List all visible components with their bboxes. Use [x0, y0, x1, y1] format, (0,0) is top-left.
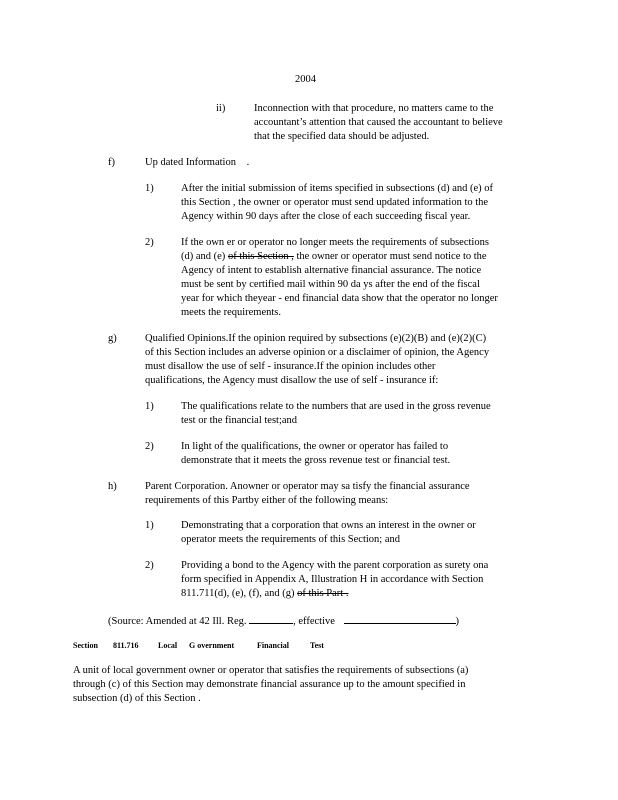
section-f-heading-text: Up dated Information: [145, 157, 236, 168]
h-2-line-2: form specified in Appendix A, Illustration H in accordance with Section: [181, 574, 484, 585]
body-line-2: through (c) of this Section may demonstrate financial assurance up to the amount specified in: [73, 679, 466, 690]
h-1-marker: 1): [145, 520, 154, 531]
f-2-line-2: [181, 250, 487, 264]
source-note-end: ): [455, 616, 460, 627]
section-title-word-4: Test: [310, 641, 324, 650]
item-ii-line-3: that the specified data should be adjusted.: [254, 131, 430, 142]
section-title-word-1: Local: [158, 641, 178, 650]
item-ii-line-2: accountant’s attention that caused the accountant to believe: [254, 117, 503, 128]
g-1-line-2: test or the financial test;and: [181, 415, 298, 426]
f-1-marker: 1): [145, 183, 154, 194]
g-2-line-1: In light of the qualifications, the owner or operator has failed to: [181, 441, 449, 452]
body-line-3: subsection (d) of this Section .: [73, 693, 201, 704]
section-h-marker: h): [108, 481, 117, 492]
h-line-1: Parent Corporation. Anowner or operator may sa tisfy the financial assurance: [145, 481, 470, 492]
section-title-word-2: G overnment: [189, 641, 235, 650]
item-ii-line-1: Inconnection with that procedure, no matters came to the: [254, 103, 494, 114]
f-2-struck-text: of this Section ,: [227, 251, 294, 262]
section-number: 811.716: [113, 641, 139, 650]
f-2-line-2-end: the owner or operator must send notice to the: [296, 251, 487, 262]
f-1-line-2: this Section , the owner or operator must send updated information to the: [181, 197, 489, 208]
section-f-marker: f): [108, 157, 115, 168]
page-year: 2004: [295, 74, 316, 85]
section-number-label: Section: [73, 641, 98, 650]
f-2-line-1: If the own er or operator no longer meets the requirements of subsections: [181, 237, 489, 248]
source-note-effective: , effective: [293, 616, 335, 627]
g-1-marker: 1): [145, 401, 154, 412]
item-ii-marker: ii): [216, 103, 226, 114]
source-note-start: (Source: Amended at 42 Ill. Reg.: [108, 616, 247, 627]
g-2-line-2: demonstrate that it meets the gross revenue test or financial test.: [181, 455, 451, 466]
h-1-line-2: operator meets the requirements of this Section; and: [181, 534, 400, 545]
h-2-marker: 2): [145, 560, 154, 571]
f-2-line-3: Agency of intent to establish alternative financial assurance. The notice: [181, 265, 482, 276]
g-2-marker: 2): [145, 441, 154, 452]
body-line-1: A unit of local government owner or operator that satisfies the requirements of subsections (a): [73, 665, 469, 676]
f-2-marker: 2): [145, 237, 154, 248]
h-2-struck-text: of this Part .: [297, 588, 349, 599]
g-line-4: qualifications, the Agency must disallow the use of self - insurance if:: [145, 375, 439, 386]
h-2-line-3: [181, 587, 348, 601]
h-line-2: requirements of this Partby either of the following means:: [145, 495, 389, 506]
section-g-marker: g): [108, 333, 117, 344]
f-1-line-1: After the initial submission of items specified in subsections (d) and (e) of: [181, 183, 494, 194]
g-1-line-1: The qualifications relate to the numbers that are used in the gross revenue: [181, 401, 491, 412]
effective-date-blank: [344, 613, 456, 624]
source-note: [108, 613, 459, 629]
h-2-line-3-start: 811.711(d), (e), (f), and (g): [181, 588, 295, 599]
f-2-line-4: must be sent by certified mail within 90 da ys after the end of the fiscal: [181, 279, 480, 290]
g-line-2: of this Section includes an adverse opinion or a disclaimer of opinion, the Agency: [145, 347, 490, 358]
h-2-line-1: Providing a bond to the Agency with the parent corporation as surety ona: [181, 560, 489, 571]
section-title-word-3: Financial: [257, 641, 290, 650]
register-volume-blank: [249, 613, 293, 624]
section-f-heading-tail: .: [246, 157, 250, 168]
g-line-3: must disallow the use of self - insurance.If the opinion includes other: [145, 361, 436, 372]
g-line-1: Qualified Opinions.If the opinion required by subsections (e)(2)(B) and (e)(2)(C): [145, 333, 487, 344]
f-2-line-2-start: (d) and (e): [181, 251, 226, 262]
h-1-line-1: Demonstrating that a corporation that owns an interest in the owner or: [181, 520, 476, 531]
f-2-line-6: meets the requirements.: [181, 307, 282, 318]
f-1-line-3: Agency within 90 days after the close of each succeeding fiscal year.: [181, 211, 471, 222]
f-2-line-5: year for which theyear - end financial data show that the operator no longer: [181, 293, 498, 304]
section-f-heading: [145, 156, 249, 170]
